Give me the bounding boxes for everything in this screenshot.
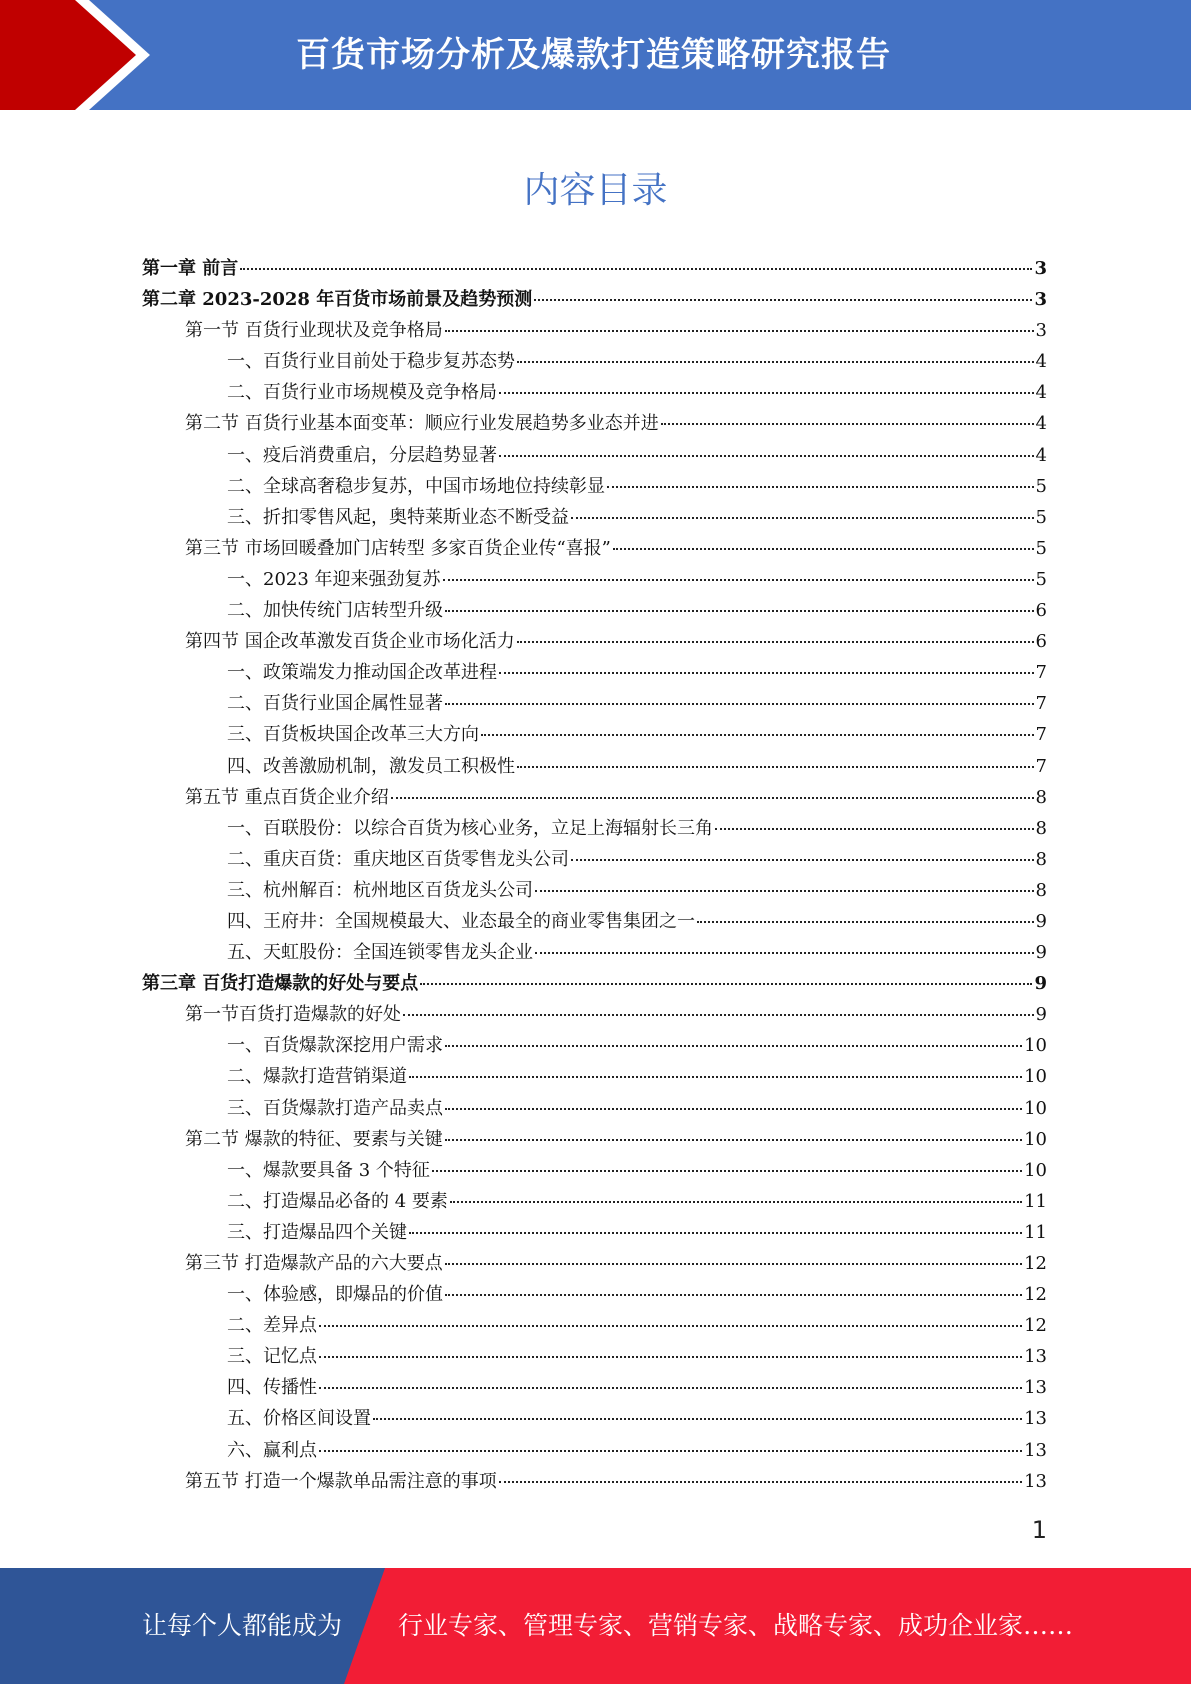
toc-dot-leader	[534, 299, 1032, 301]
toc-subsection-entry[interactable]	[142, 472, 1047, 503]
toc-entry-title: 三、百货板块国企改革三大方向	[227, 724, 479, 746]
toc-entry-page: 7	[1035, 693, 1047, 715]
toc-dot-leader	[403, 1014, 1034, 1016]
toc-subsection-entry[interactable]	[142, 1436, 1047, 1467]
toc-section-entry[interactable]	[142, 534, 1047, 565]
toc-dot-leader	[443, 579, 1034, 581]
toc-entry-page: 9	[1035, 1004, 1047, 1026]
toc-entry-page: 6	[1035, 631, 1047, 653]
toc-dot-leader	[445, 610, 1034, 612]
toc-subsection-entry[interactable]	[142, 1373, 1047, 1404]
toc-dot-leader	[391, 797, 1034, 799]
toc-entry-title: 二、爆款打造营销渠道	[227, 1066, 407, 1088]
toc-entry-page: 9	[1034, 973, 1047, 995]
toc-entry-title: 六、赢利点	[227, 1439, 317, 1461]
toc-entry-title: 第一节百货打造爆款的好处	[185, 1004, 401, 1026]
toc-dot-leader	[409, 1076, 1022, 1078]
toc-chapter-entry[interactable]	[142, 285, 1047, 316]
toc-entry-title: 一、百货爆款深挖用户需求	[227, 1035, 443, 1057]
toc-entry-page: 5	[1035, 537, 1047, 559]
toc-dot-leader	[319, 1450, 1022, 1452]
toc-entry-title: 第五节 打造一个爆款单品需注意的事项	[185, 1470, 497, 1492]
toc-heading: 内容目录	[523, 170, 668, 211]
toc-entry-page: 10	[1024, 1159, 1047, 1181]
toc-section-entry[interactable]	[142, 316, 1047, 347]
toc-subsection-entry[interactable]	[142, 938, 1047, 969]
toc-entry-title: 一、疫后消费重启，分层趋势显著	[227, 444, 497, 466]
toc-entry-title: 一、爆款要具备 3 个特征	[227, 1159, 430, 1181]
toc-dot-leader	[450, 1201, 1022, 1203]
toc-subsection-entry[interactable]	[142, 503, 1047, 534]
toc-entry-page: 10	[1024, 1097, 1047, 1119]
toc-entry-title: 第三节 市场回暖叠加门店转型 多家百货企业传“喜报”	[185, 537, 611, 559]
toc-entry-page: 9	[1035, 942, 1047, 964]
toc-subsection-entry[interactable]	[142, 1062, 1047, 1093]
toc-dot-leader	[481, 734, 1034, 736]
toc-section-entry[interactable]	[142, 1000, 1047, 1031]
toc-subsection-entry[interactable]	[142, 565, 1047, 596]
toc-subsection-entry[interactable]	[142, 752, 1047, 783]
toc-dot-leader	[409, 1232, 1022, 1234]
toc-subsection-entry[interactable]	[142, 1094, 1047, 1125]
toc-entry-page: 12	[1024, 1284, 1047, 1306]
toc-entry-title: 一、体验感，即爆品的价值	[227, 1284, 443, 1306]
toc-dot-leader	[517, 641, 1034, 643]
toc-subsection-entry[interactable]	[142, 1218, 1047, 1249]
toc-subsection-entry[interactable]	[142, 1280, 1047, 1311]
toc-dot-leader	[613, 548, 1034, 550]
toc-subsection-entry[interactable]	[142, 1311, 1047, 1342]
toc-entry-title: 四、改善激励机制，激发员工积极性	[227, 755, 515, 777]
toc-dot-leader	[445, 1108, 1022, 1110]
toc-chapter-entry[interactable]	[142, 969, 1047, 1000]
toc-dot-leader	[499, 392, 1034, 394]
toc-entry-title: 二、打造爆品必备的 4 要素	[227, 1190, 448, 1212]
toc-dot-leader	[571, 517, 1034, 519]
toc-entry-title: 第二章 2023-2028 年百货市场前景及趋势预测	[142, 289, 533, 311]
toc-subsection-entry[interactable]	[142, 441, 1047, 472]
toc-subsection-entry[interactable]	[142, 907, 1047, 938]
page-number: 1	[1031, 1516, 1047, 1544]
toc-dot-leader	[319, 1387, 1022, 1389]
toc-entry-title: 五、天虹股份：全国连锁零售龙头企业	[227, 942, 533, 964]
toc-entry-page: 8	[1035, 848, 1047, 870]
toc-entry-title: 第一节 百货行业现状及竞争格局	[185, 320, 443, 342]
toc-chapter-entry[interactable]	[142, 254, 1047, 285]
toc-dot-leader	[373, 1418, 1022, 1420]
toc-dot-leader	[661, 423, 1034, 425]
toc-section-entry[interactable]	[142, 1249, 1047, 1280]
toc-entry-page: 13	[1024, 1377, 1047, 1399]
toc-dot-leader	[697, 921, 1034, 923]
toc-entry-page: 12	[1024, 1253, 1047, 1274]
toc-entry-title: 二、加快传统门店转型升级	[227, 600, 443, 622]
toc-entry-page: 5	[1035, 506, 1047, 528]
toc-entry-page: 6	[1035, 600, 1047, 622]
toc-subsection-entry[interactable]	[142, 876, 1047, 907]
toc-subsection-entry[interactable]	[142, 1156, 1047, 1187]
toc-entry-title: 一、政策端发力推动国企改革进程	[227, 662, 497, 684]
toc-entry-page: 11	[1024, 1190, 1047, 1212]
footer-banner	[0, 1568, 1191, 1684]
toc-entry-title: 第四节 国企改革激发百货企业市场化活力	[185, 631, 515, 653]
toc-entry-title: 一、百货行业目前处于稳步复苏态势	[227, 351, 515, 373]
toc-entry-title: 第一章 前言	[142, 258, 239, 279]
toc-dot-leader	[319, 1356, 1022, 1358]
toc-entry-page: 4	[1035, 351, 1047, 373]
toc-dot-leader	[535, 890, 1034, 892]
toc-subsection-entry[interactable]	[142, 1404, 1047, 1435]
toc-dot-leader	[445, 1045, 1022, 1047]
toc-entry-title: 二、全球高奢稳步复苏，中国市场地位持续彰显	[227, 475, 605, 497]
toc-entry-page: 8	[1035, 786, 1047, 808]
toc-entry-page: 5	[1035, 475, 1047, 497]
toc-entry-title: 第五节 重点百货企业介绍	[185, 786, 389, 808]
toc-entry-page: 4	[1035, 382, 1047, 404]
toc-entry-title: 二、差异点	[227, 1315, 317, 1337]
toc-entry-title: 一、2023 年迎来强劲复苏	[227, 568, 441, 590]
toc-entry-title: 四、传播性	[227, 1377, 317, 1399]
toc-entry-page: 13	[1024, 1470, 1047, 1492]
toc-entry-page: 5	[1035, 568, 1047, 590]
toc-entry-title: 第三节 打造爆款产品的六大要点	[185, 1253, 443, 1274]
toc-section-entry[interactable]	[142, 783, 1047, 814]
toc-section-entry[interactable]	[142, 1467, 1047, 1498]
toc-entry-page: 3	[1034, 289, 1047, 311]
toc-entry-title: 第三章 百货打造爆款的好处与要点	[142, 973, 419, 995]
toc-dot-leader	[240, 268, 1032, 270]
toc-entry-page: 10	[1024, 1128, 1047, 1150]
toc-subsection-entry[interactable]	[142, 1031, 1047, 1062]
table-of-contents	[142, 254, 1047, 1498]
toc-dot-leader	[571, 859, 1034, 861]
footer-slogan-right: 行业专家、管理专家、营销专家、战略专家、成功企业家……	[398, 1611, 1074, 1640]
report-title: 百货市场分析及爆款打造策略研究报告	[296, 35, 891, 75]
toc-entry-title: 五、价格区间设置	[227, 1408, 371, 1430]
toc-entry-title: 二、百货行业国企属性显著	[227, 693, 443, 715]
toc-entry-page: 3	[1034, 258, 1047, 279]
toc-subsection-entry[interactable]	[142, 1187, 1047, 1218]
toc-entry-title: 四、王府井：全国规模最大、业态最全的商业零售集团之一	[227, 910, 695, 932]
toc-entry-title: 二、重庆百货：重庆地区百货零售龙头公司	[227, 848, 569, 870]
toc-entry-page: 9	[1035, 910, 1047, 932]
toc-entry-title: 三、杭州解百：杭州地区百货龙头公司	[227, 879, 533, 901]
toc-section-entry[interactable]	[142, 1125, 1047, 1156]
toc-section-entry[interactable]	[142, 627, 1047, 658]
toc-entry-page: 8	[1035, 879, 1047, 901]
toc-dot-leader	[607, 486, 1034, 488]
toc-entry-page: 12	[1024, 1315, 1047, 1337]
toc-entry-title: 三、记忆点	[227, 1346, 317, 1368]
footer-slogan-left: 让每个人都能成为	[142, 1611, 343, 1640]
toc-dot-leader	[445, 330, 1034, 332]
toc-subsection-entry[interactable]	[142, 347, 1047, 378]
toc-subsection-entry[interactable]	[142, 1342, 1047, 1373]
toc-subsection-entry[interactable]	[142, 378, 1047, 409]
toc-subsection-entry[interactable]	[142, 689, 1047, 720]
toc-entry-title: 三、打造爆品四个关键	[227, 1221, 407, 1243]
header-banner	[0, 0, 1191, 110]
toc-subsection-entry[interactable]	[142, 720, 1047, 751]
toc-dot-leader	[517, 766, 1034, 768]
toc-entry-title: 一、百联股份：以综合百货为核心业务，立足上海辐射长三角	[227, 817, 713, 839]
toc-dot-leader	[499, 672, 1034, 674]
toc-dot-leader	[420, 983, 1032, 985]
toc-entry-page: 4	[1035, 444, 1047, 466]
toc-entry-page: 7	[1035, 755, 1047, 777]
toc-dot-leader	[535, 952, 1034, 954]
toc-entry-page: 8	[1035, 817, 1047, 839]
toc-dot-leader	[715, 828, 1034, 830]
toc-entry-title: 第二节 爆款的特征、要素与关键	[185, 1128, 443, 1150]
toc-dot-leader	[499, 1481, 1022, 1483]
toc-subsection-entry[interactable]	[142, 596, 1047, 627]
toc-entry-page: 4	[1035, 413, 1047, 435]
toc-entry-page: 10	[1024, 1035, 1047, 1057]
toc-section-entry[interactable]	[142, 409, 1047, 440]
toc-dot-leader	[432, 1170, 1022, 1172]
toc-entry-page: 7	[1035, 662, 1047, 684]
toc-subsection-entry[interactable]	[142, 814, 1047, 845]
header-chevron-red	[0, 0, 136, 110]
toc-dot-leader	[499, 455, 1034, 457]
toc-entry-page: 11	[1024, 1221, 1047, 1243]
toc-entry-title: 二、百货行业市场规模及竞争格局	[227, 382, 497, 404]
toc-entry-page: 13	[1024, 1408, 1047, 1430]
toc-dot-leader	[517, 361, 1034, 363]
toc-dot-leader	[319, 1325, 1022, 1327]
toc-entry-page: 3	[1035, 320, 1047, 342]
toc-subsection-entry[interactable]	[142, 845, 1047, 876]
toc-entry-title: 三、折扣零售风起，奥特莱斯业态不断受益	[227, 506, 569, 528]
toc-subsection-entry[interactable]	[142, 658, 1047, 689]
toc-entry-title: 第二节 百货行业基本面变革：顺应行业发展趋势多业态并进	[185, 413, 659, 435]
toc-dot-leader	[445, 1294, 1022, 1296]
toc-entry-title: 三、百货爆款打造产品卖点	[227, 1097, 443, 1119]
toc-entry-page: 13	[1024, 1439, 1047, 1461]
toc-entry-page: 7	[1035, 724, 1047, 746]
toc-dot-leader	[445, 1139, 1022, 1141]
toc-dot-leader	[445, 703, 1034, 705]
toc-dot-leader	[445, 1263, 1022, 1265]
toc-entry-page: 13	[1024, 1346, 1047, 1368]
toc-entry-page: 10	[1024, 1066, 1047, 1088]
